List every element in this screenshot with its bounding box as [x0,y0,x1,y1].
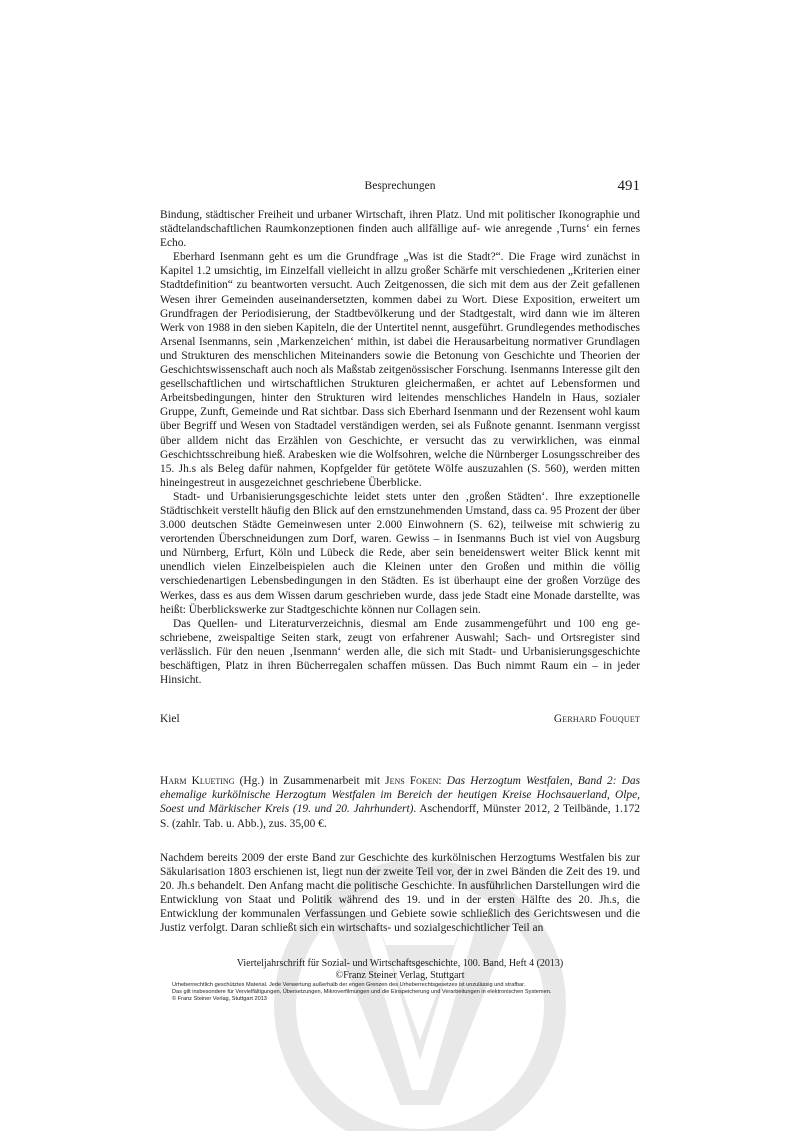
copyright-notice [172,982,642,1004]
copyright-line-2: Das gilt insbesondere für Vervielfältigungen, Übersetzungen, Mikroverfilmungen und die Einspeicherung und Verarbeitungen in elektronischen Systemen. [172,989,552,996]
review-1-body [160,208,640,687]
publication-details: . Aschendorff, Münster 2012, 2 Teilbände, 1.172 S. (zahlr. Tab. u. Abb.), zus. 35,00 €. [160,803,640,830]
journal-footer [160,958,640,982]
review-1-paragraph-1: Bindung, städtischer Freiheit und urbaner Wirtschaft, ihren Platz. Und mit politischer Ikonographie und städtelandschaftlichen Raumkonzeptionen finden auch allfällige auf- wie anregende ‚Turns‘ ein fernes Echo. [160,209,640,250]
running-head-title: Besprechungen [364,180,436,192]
editor-name: Harm Klueting [160,775,235,787]
review-2-body [160,851,640,936]
review-1-paragraph-3: Stadt- und Urbanisierungsgeschichte leidet stets unter den ‚großen Städten‘. Ihre exzeptionelle Städtischkeit verstellt häufig den Blick auf den ernstzunehmenden Umstand, dass ca. 95 Prozent der über 3.000 deutschen Städte Gemeinwesen unter 2.000 Einwohnern (S. 62), teilweise mit schwierig zu verortenden Überschneidungen zum Dorf, waren. Gewiss – in Isenmanns Buch ist viel von Augsburg und Nürnberg, Erfurt, Köln und Lübeck die Rede, aber sein beneidenswert weiter Blick kennt mit unendlich vielen Einzelbeispielen auch die Kleinen unter den Großen und mithin die völlig verschiedenartigen Lebensbedingungen in den Städten. Es ist überhaupt eine der großen Vorzüge des Werkes, dass es aus dem Wissen darum geschrieben wurde, dass jede Stadt eine Monade darstellte, was heißt: Überblickswerke zur Stadtgeschichte können nur Collagen sein. [160,490,640,616]
publisher-copyright: ©Franz Steiner Verlag, Stuttgart [335,970,465,981]
page-number: 491 [617,178,640,194]
review-2-bibliographic-entry [160,774,640,831]
journal-citation: Vierteljahrschrift für Sozial- und Wirtschaftsgeschichte, 100. Band, Heft 4 (2013) [236,958,564,969]
title-separator: : [438,775,447,787]
reviewer-place: Kiel [160,713,180,725]
review-2-paragraph-1: Nachdem bereits 2009 der erste Band zur Geschichte des kurkölnischen Herzogtums Westfalen bis zur Säkularisation 1803 erschienen ist, liegt nun der zweite Teil vor, der in zwei Bänden die Zeit des 19. und 20. Jh.s behandelt. Den Anfang macht die politische Geschichte. In ausführlichen Darstellungen wird die Entwicklung von Staat und Politik während des 19. und in der ersten Hälfte des 20. Jh.s, die Entwicklung der kommunalen Verfassungen und Gebiete sowie schließlich des Gerichtswesen und die Justiz verfolgt. Daran schließt sich ein wirtschafts- und sozialgeschichtlicher Teil an [160,852,640,935]
copyright-line-3: © Franz Steiner Verlag, Stuttgart 2013 [172,996,267,1003]
review-1-signature [160,713,640,725]
review-1-paragraph-2: Eberhard Isenmann geht es um die Grundfrage „Was ist die Stadt?“. Die Frage wird zunächst in Kapitel 1.2 umsichtig, im Einzelfall vielleicht in allzu großer Schärfe mit verschiedenen „Kriterien einer Stadtdefinition“ zu beantworten versucht. Auch Zeitgenossen, die sich mit dem aus der Zeit gefallenen Wesen ihrer Gemeinden auseinandersetzten, kommen dabei zu Wort. Diese Exposition, erweitert um Grundfragen der Periodisierung, der Stadtbevölkerung und der Stadtgestalt, wird dann wie im älteren Werk von 1988 in den sieben Kapiteln, die der Untertitel nennt, ausgeführt. Grundlegendes methodisches Arsenal Isenmanns, sein ‚Markenzeichen‘ mithin, ist dabei die Herausarbeitung normativer Grundlagen und Strukturen des menschlichen Miteinanders sowie die Betonung von Geschichte und Theorien der Geschichtswissenschaft auch noch als Maßstab zeitgenössischer Forschung. Isenmanns Interesse gilt den gesellschaftlichen und wirtschaftlichen Strukturen gleichermaßen, er achtet auf Lebensformen und Arbeitsbedingungen, hinter den Strukturen wird leitendes menschliches Handeln in Haus, sozialer Gruppe, Zunft, Gemeinde und Rat sichtbar. Dass sich Eberhard Isenmann und der Rezensent wohl kaum über Begriff und Wesen von Stadtadel verständigen werden, sei als Fußnote genannt. Isenmann vergisst über alldem nicht das Erzählen von Geschichte, er versucht das zu verwirklichen, was einmal Geschichtsschreibung hieß. Arabesken wie die Wolfsohren, welche die Nürnberger Losungsschreiber des 15. Jh.s als Beleg dafür nahmen, Kopfgelder für getötete Wölfe auszuzahlen (S. 560), werden mitten hineingestreut in ausgezeichnet geschriebene Überblicke. [160,251,640,489]
review-1-paragraph-4: Das Quellen- und Literaturverzeichnis, diesmal am Ende zusammengeführt und 100 eng geschriebene, zweispaltige Seiten stark, zeugt von erfahrener Auswahl; Sach- und Ortsregister sind verlässlich. Für den neuen ‚Isenmann‘ werden alle, die sich mit Stadt- und Urbanisierungsgeschichte beschäftigen, Platz in ihren Bücherregalen schaffen müssen. Das Buch nimmt Raum ein – in jeder Hinsicht. [160,617,640,687]
coeditor-name: Jens Foken [385,775,439,787]
running-head [160,178,640,198]
reviewer-name: Gerhard Fouquet [553,713,640,725]
copyright-line-1: Urheberrechtlich geschütztes Material. Jede Verwertung außerhalb der engen Grenzen des Urheberrechtsgesetzes ist unzulässig und strafbar. [172,982,526,988]
book-title: Das Herzogtum Westfalen, Band 2: Das ehemalige kurkölnische Herzogtum Westfalen im Bereich der heutigen Kreise Hochsauerland, Olpe, Soest und Märkischer Kreis (19. und 20. Jahrhundert) [160,775,641,816]
editor-suffix: (Hg.) in Zusammenarbeit mit [234,775,386,787]
